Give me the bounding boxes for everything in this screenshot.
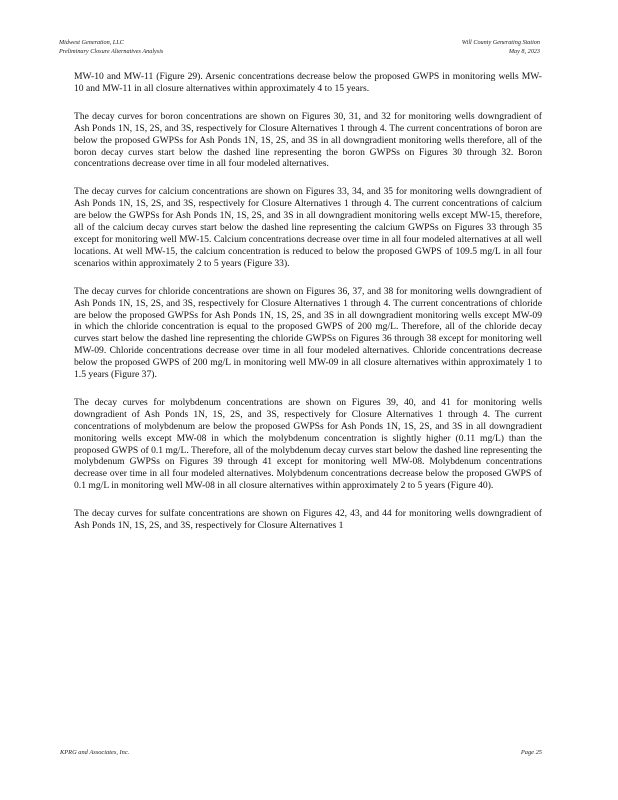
- paragraph-sulfate: The decay curves for sulfate concentrations are shown on Figures 42, 43, and 44 for monitoring wells downgradient of Ash Ponds 1N, 1S, 2S, and 3S, respectively for Closure Alternatives 1: [74, 508, 542, 532]
- header-report-title: Preliminary Closure Alternatives Analysis: [59, 48, 164, 55]
- header-company: Midwest Generation, LLC: [59, 39, 124, 46]
- running-header-left: [59, 38, 163, 56]
- footer-company: KPRG and Associates, Inc.: [60, 749, 130, 756]
- paragraph-calcium: The decay curves for calcium concentrations are shown on Figures 33, 34, and 35 for monitoring wells downgradient of Ash Ponds 1N, 1S, 2S, and 3S, respectively for Closure Alternatives 1 through 4. The current concentrations of calcium are below the GWPSs for Ash Ponds 1N, 1S, 2S, and 3S in all downgradient monitoring wells except MW-15, therefore, all of the calcium decay curves start below the dashed line representing the calcium GWPSs on Figures 33 through 35 except for monitoring well MW-15. Calcium concentrations decrease over time in all four modeled alternatives at all well locations. At well MW-15, the calcium concentration is reduced to below the proposed GWPS of 109.5 mg/L in all four scenarios within approximately 2 to 5 years (Figure 33).: [74, 186, 542, 269]
- page-number: Page 25: [520, 749, 542, 756]
- header-date: May 8, 2023: [508, 48, 540, 55]
- body-text: [74, 71, 542, 548]
- paragraph-chloride: The decay curves for chloride concentrations are shown on Figures 36, 37, and 38 for monitoring wells downgradient of Ash Ponds 1N, 1S, 2S, and 3S, respectively for Closure Alternatives 1 through 4. The current concentrations of chloride are below the proposed GWPSs for Ash Ponds 1N, 1S, 2S, and 3S in all downgradient monitoring wells except MW-09 in which the chloride concentration is equal to the proposed GWPS of 200 mg/L. Therefore, all of the chloride decay curves start below the dashed line representing the chloride GWPSs on Figures 36 through 38 except for monitoring well MW-09. Chloride concentrations decrease over time in all four modeled alternatives. Chloride concentrations decrease below the proposed GWPS of 200 mg/L in monitoring well MW-09 in all closure alternatives within approximately 1 to 1.5 years (Figure 37).: [74, 285, 542, 381]
- running-header-right: [462, 38, 540, 56]
- paragraph-boron: The decay curves for boron concentrations are shown on Figures 30, 31, and 32 for monitoring wells downgradient of Ash Ponds 1N, 1S, 2S, and 3S, respectively for Closure Alternatives 1 through 4. The current concentrations of boron are below the proposed GWPSs for Ash Ponds 1N, 1S, 2S, and 3S in all downgradient monitoring wells therefore, all of the boron decay curves start below the dashed line representing the boron GWPSs on Figures 30 through 32. Boron concentrations decrease over time in all four modeled alternatives.: [74, 110, 542, 170]
- paragraph-arsenic-continued: MW-10 and MW-11 (Figure 29). Arsenic concentrations decrease below the proposed GWPS in monitoring wells MW-10 and MW-11 in all closure alternatives within approximately 4 to 15 years.: [74, 71, 542, 94]
- header-station: Will County Generating Station: [461, 39, 540, 46]
- paragraph-molybdenum: The decay curves for molybdenum concentrations are shown on Figures 39, 40, and 41 for monitoring wells downgradient of Ash Ponds 1N, 1S, 2S, and 3S, respectively for Closure Alternatives 1 through 4. The current concentrations of molybdenum are below the proposed GWPSs for Ash Ponds 1N, 1S, 2S, and 3S in all downgradient monitoring wells except MW-08 in which the molybdenum concentration is slightly higher (0.11 mg/L) than the proposed GWPS of 0.1 mg/L. Therefore, all of the molybdenum decay curves start below the dashed line representing the molybdenum GWPSs on Figures 39 through 41 except for monitoring well MW-08. Molybdenum concentrations decrease over time in all four modeled alternatives. Molybdenum concentrations decrease below the proposed GWPS of 0.1 mg/L in monitoring well MW-08 in all closure alternatives within approximately 2 to 5 years (Figure 40).: [74, 396, 542, 492]
